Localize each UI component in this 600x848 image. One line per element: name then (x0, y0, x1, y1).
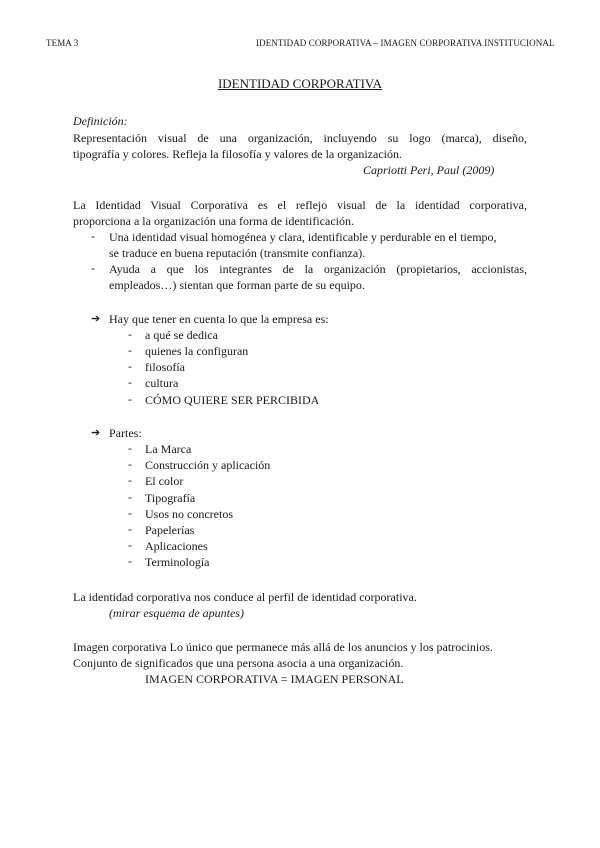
parts-item: Construcción y aplicación (145, 458, 271, 472)
consider-item: CÓMO QUIERE SER PERCIBIDA (145, 393, 320, 407)
list-dash: - (128, 554, 132, 568)
list-dash: - (128, 359, 132, 373)
profile-line: La identidad corporativa nos conduce al perfil de identidad corporativa. (73, 590, 417, 604)
list-dash: - (128, 522, 132, 536)
definition-line-1: Representación visual de una organización, incluyendo su logo (marca), diseño, (73, 131, 527, 145)
list-dash: - (128, 490, 132, 504)
parts-item: El color (145, 474, 184, 488)
list-dash: - (128, 441, 132, 455)
arrow-icon: ➔ (91, 313, 101, 325)
bullet-dash: - (91, 229, 95, 243)
definition-citation: Capriotti Peri, Paul (2009) (363, 163, 495, 177)
parts-item: Aplicaciones (145, 539, 208, 553)
list-dash: - (128, 343, 132, 357)
parts-item: Papelerías (145, 523, 195, 537)
parts-item: Usos no concretos (145, 507, 233, 521)
parts-item: Terminología (145, 555, 210, 569)
list-dash: - (128, 538, 132, 552)
list-dash: - (128, 392, 132, 406)
image-equation: IMAGEN CORPORATIVA = IMAGEN PERSONAL (145, 672, 404, 686)
definition-label: Definición: (73, 114, 128, 128)
consider-item: filosofía (145, 360, 185, 374)
bullet-2-line-1: Ayuda a que los integrantes de la organización (propietarios, accionistas, (109, 262, 527, 276)
bullet-dash: - (91, 261, 95, 275)
page-title: IDENTIDAD CORPORATIVA (217, 76, 383, 91)
consider-heading: Hay que tener en cuenta lo que la empresa es: (109, 312, 329, 326)
arrow-icon: ➔ (91, 427, 101, 439)
image-line-1: Imagen corporativa Lo único que permanece más allá de los anuncios y los patrocinios. (73, 640, 493, 654)
parts-heading: Partes: (109, 426, 142, 440)
visual-identity-line-2: proporciona a la organización una forma de identificación. (73, 214, 354, 228)
list-dash: - (128, 473, 132, 487)
visual-identity-line-1: La Identidad Visual Corporativa es el reflejo visual de la identidad corporativa, (73, 198, 527, 212)
consider-item: a qué se dedica (145, 328, 218, 342)
consider-item: quienes la configuran (145, 344, 249, 358)
list-dash: - (128, 506, 132, 520)
list-dash: - (128, 375, 132, 389)
list-dash: - (128, 457, 132, 471)
header-right: IDENTIDAD CORPORATIVA – IMAGEN CORPORATIVA INSTITUCIONAL (256, 38, 555, 48)
bullet-1-line-2: se traduce en buena reputación (transmite confianza). (109, 246, 366, 260)
definition-line-2: tipografía y colores. Refleja la filosofía y valores de la organización. (73, 147, 402, 161)
image-line-2: Conjunto de significados que una persona asocia a una organización. (73, 656, 404, 670)
bullet-1-line-1: Una identidad visual homogénea y clara, identificable y perdurable en el tiempo, (109, 230, 497, 244)
parts-item: Tipografía (145, 491, 196, 505)
consider-item: cultura (145, 376, 179, 390)
header-left: TEMA 3 (46, 38, 79, 48)
list-dash: - (128, 327, 132, 341)
bullet-2-line-2: empleados…) sientan que forman parte de su equipo. (109, 278, 365, 292)
parts-item: La Marca (145, 442, 192, 456)
profile-note: (mirar esquema de apuntes) (109, 606, 244, 620)
